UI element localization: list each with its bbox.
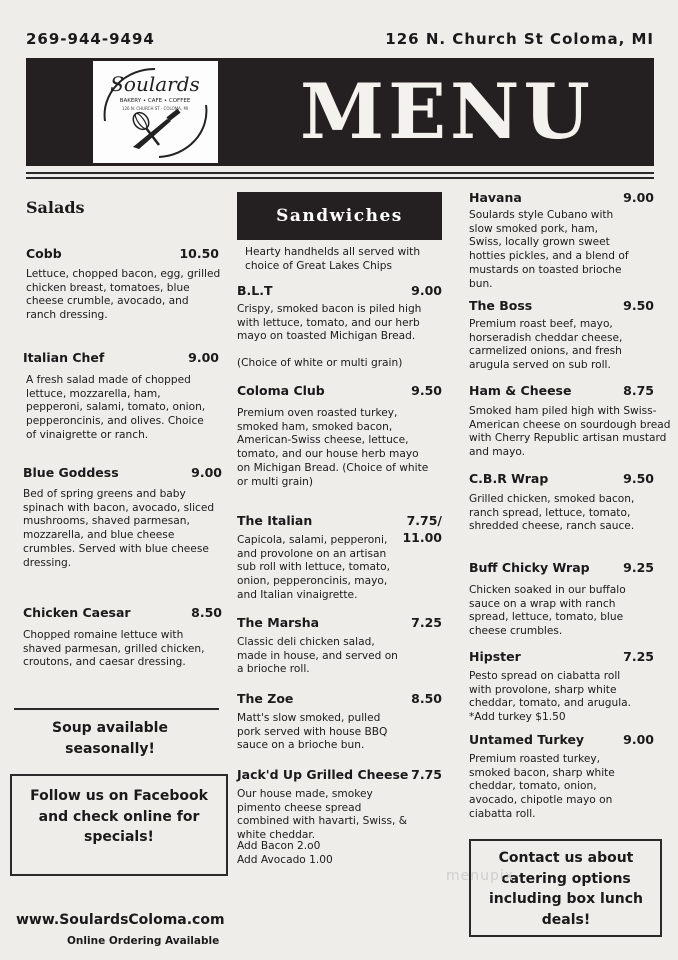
- online-ordering-note: Online Ordering Available: [67, 935, 220, 947]
- sandwich-name: C.B.R Wrap: [469, 471, 549, 486]
- logo-name: Soulards: [110, 72, 200, 96]
- sandwich-price: 9.25: [623, 560, 654, 575]
- sandwich-price: 9.50: [623, 298, 654, 313]
- sandwich-name: Havana: [469, 190, 522, 205]
- divider: [26, 172, 654, 174]
- salad-name: Chicken Caesar: [23, 605, 131, 620]
- menu-title: MENU: [300, 67, 594, 156]
- sandwich-description: Crispy, smoked bacon is piled high with lettuce, tomato, and our herb mayo on toasted Michigan Bread.: [237, 303, 422, 343]
- sandwich-description: Premium roast beef, mayo, horseradish cheddar cheese, carmelized onions, and fresh arugula served on sub roll.: [469, 318, 623, 372]
- sandwich-price-large: 11.00: [402, 530, 442, 545]
- salads-title: Salads: [26, 198, 85, 217]
- sandwich-price: 9.50: [623, 471, 654, 486]
- sandwich-description: Premium roasted turkey, smoked bacon, sharp white cheddar, tomato, onion, avocado, chipotle mayo on ciabatta roll.: [469, 753, 615, 820]
- sandwich-price: 8.75: [623, 383, 654, 398]
- sandwich-description: Chicken soaked in our buffalo sauce on a wrap with ranch spread, lettuce, tomato, blue cheese crumbles.: [469, 584, 626, 638]
- salad-price: 9.00: [188, 350, 219, 365]
- sandwich-description: Classic deli chicken salad, made in house, and served on a brioche roll.: [237, 636, 398, 676]
- sandwich-name: Jack'd Up Grilled Cheese: [237, 767, 409, 782]
- salad-description: Chopped romaine lettuce with shaved parmesan, grilled chicken, croutons, and caesar dressing.: [23, 629, 205, 669]
- logo: [93, 61, 218, 163]
- sandwich-description: Matt's slow smoked, pulled pork served with house BBQ sauce on a brioche bun.: [237, 712, 388, 752]
- sandwich-description: Capicola, salami, pepperoni, and provolone on an artisan sub roll with lettuce, tomato, onion, pepperoncinis, mayo, and Italian vinaigrette.: [237, 534, 391, 601]
- sandwiches-intro: Hearty handhelds all served with choice of Great Lakes Chips: [245, 246, 421, 272]
- sandwiches-title: Sandwiches: [276, 206, 403, 226]
- phone-number: 269-944-9494: [26, 30, 155, 48]
- sandwich-name: The Boss: [469, 298, 533, 313]
- follow-us-text: Follow us on Facebook and check online for specials!: [30, 788, 208, 845]
- sandwich-price: 9.00: [411, 283, 442, 298]
- sandwich-description: Our house made, smokey pimento cheese spread combined with havarti, Swiss, & white cheddar.: [237, 788, 407, 842]
- salad-price: 9.00: [191, 465, 222, 480]
- sandwich-name: The Italian: [237, 513, 313, 528]
- sandwich-name: Untamed Turkey: [469, 732, 585, 747]
- sandwich-addon: Add Bacon 2.o0: [237, 840, 321, 852]
- sandwich-name: The Zoe: [237, 691, 294, 706]
- sandwich-name: Ham & Cheese: [469, 383, 572, 398]
- soup-note: Soup available seasonally!: [52, 720, 168, 757]
- salad-name: Italian Chef: [23, 350, 105, 365]
- divider: [14, 708, 219, 710]
- sandwich-price: 9.50: [411, 383, 442, 398]
- website-link[interactable]: www.SoulardsColoma.com: [16, 912, 225, 928]
- salad-name: Blue Goddess: [23, 465, 119, 480]
- salad-price: 8.50: [191, 605, 222, 620]
- sandwich-price: 7.75/: [406, 513, 442, 528]
- salad-description: Lettuce, chopped bacon, egg, grilled chicken breast, tomatoes, blue cheese crumble, avocado, and ranch dressing.: [26, 268, 221, 322]
- salad-description: A fresh salad made of chopped lettuce, mozzarella, ham, pepperoni, salami, tomato, onion, pepperoncinis, and olives. Choice of vinaigrette or ranch.: [26, 374, 206, 441]
- sandwich-name: Buff Chicky Wrap: [469, 560, 590, 575]
- sandwich-name: B.L.T: [237, 283, 273, 298]
- sandwich-price: 8.50: [411, 691, 442, 706]
- salad-price: 10.50: [179, 246, 219, 261]
- salad-name: Cobb: [26, 246, 62, 261]
- sandwich-name: Coloma Club: [237, 383, 325, 398]
- sandwich-description: Grilled chicken, smoked bacon, ranch spread, lettuce, tomato, shredded cheese, ranch sauce.: [469, 493, 635, 533]
- salad-description: Bed of spring greens and baby spinach with bacon, avocado, sliced mushrooms, shaved parmesan, mozzarella, and blue cheese crumbles. Served with blue cheese dressing.: [23, 488, 215, 569]
- divider: [26, 177, 654, 179]
- sandwich-price: 9.00: [623, 190, 654, 205]
- sandwich-name: The Marsha: [237, 615, 320, 630]
- logo-graphic: [93, 61, 218, 163]
- sandwich-addon: Add Avocado 1.00: [237, 854, 333, 866]
- catering-text: Contact us about catering options including box lunch deals!: [488, 850, 644, 928]
- sandwich-name: Hipster: [469, 649, 521, 664]
- sandwich-note: (Choice of white or multi grain): [237, 357, 403, 369]
- sandwich-description: Premium oven roasted turkey, smoked ham, smoked bacon, American-Swiss cheese, lettuce, tomato, and our house herb mayo on Michigan Bread. (Choice of white or multi grain): [237, 407, 429, 488]
- sandwich-price: 9.00: [623, 732, 654, 747]
- sandwich-addon: *Add turkey $1.50: [469, 711, 566, 723]
- address: 126 N. Church St Coloma, MI: [385, 30, 654, 48]
- sandwich-description: Smoked ham piled high with Swiss-American cheese on sourdough bread with Cherry Republic artisan mustard and mayo.: [469, 405, 671, 459]
- sandwich-description: Soulards style Cubano with slow smoked pork, ham, Swiss, locally grown sweet hotties pickles, and a blend of mustards on toasted brioche bun.: [469, 209, 629, 290]
- sandwich-price: 7.25: [411, 615, 442, 630]
- sandwich-price: 7.75: [411, 767, 442, 782]
- watermark: menupix: [446, 868, 515, 884]
- sandwich-description: Pesto spread on ciabatta roll with provolone, sharp white cheddar, tomato, and arugula.: [469, 670, 632, 710]
- sandwich-price: 7.25: [623, 649, 654, 664]
- logo-tagline: BAKERY • CAFE • COFFEE: [119, 98, 191, 104]
- logo-address: 126 N. CHURCH ST · COLOMA, MI: [121, 106, 189, 111]
